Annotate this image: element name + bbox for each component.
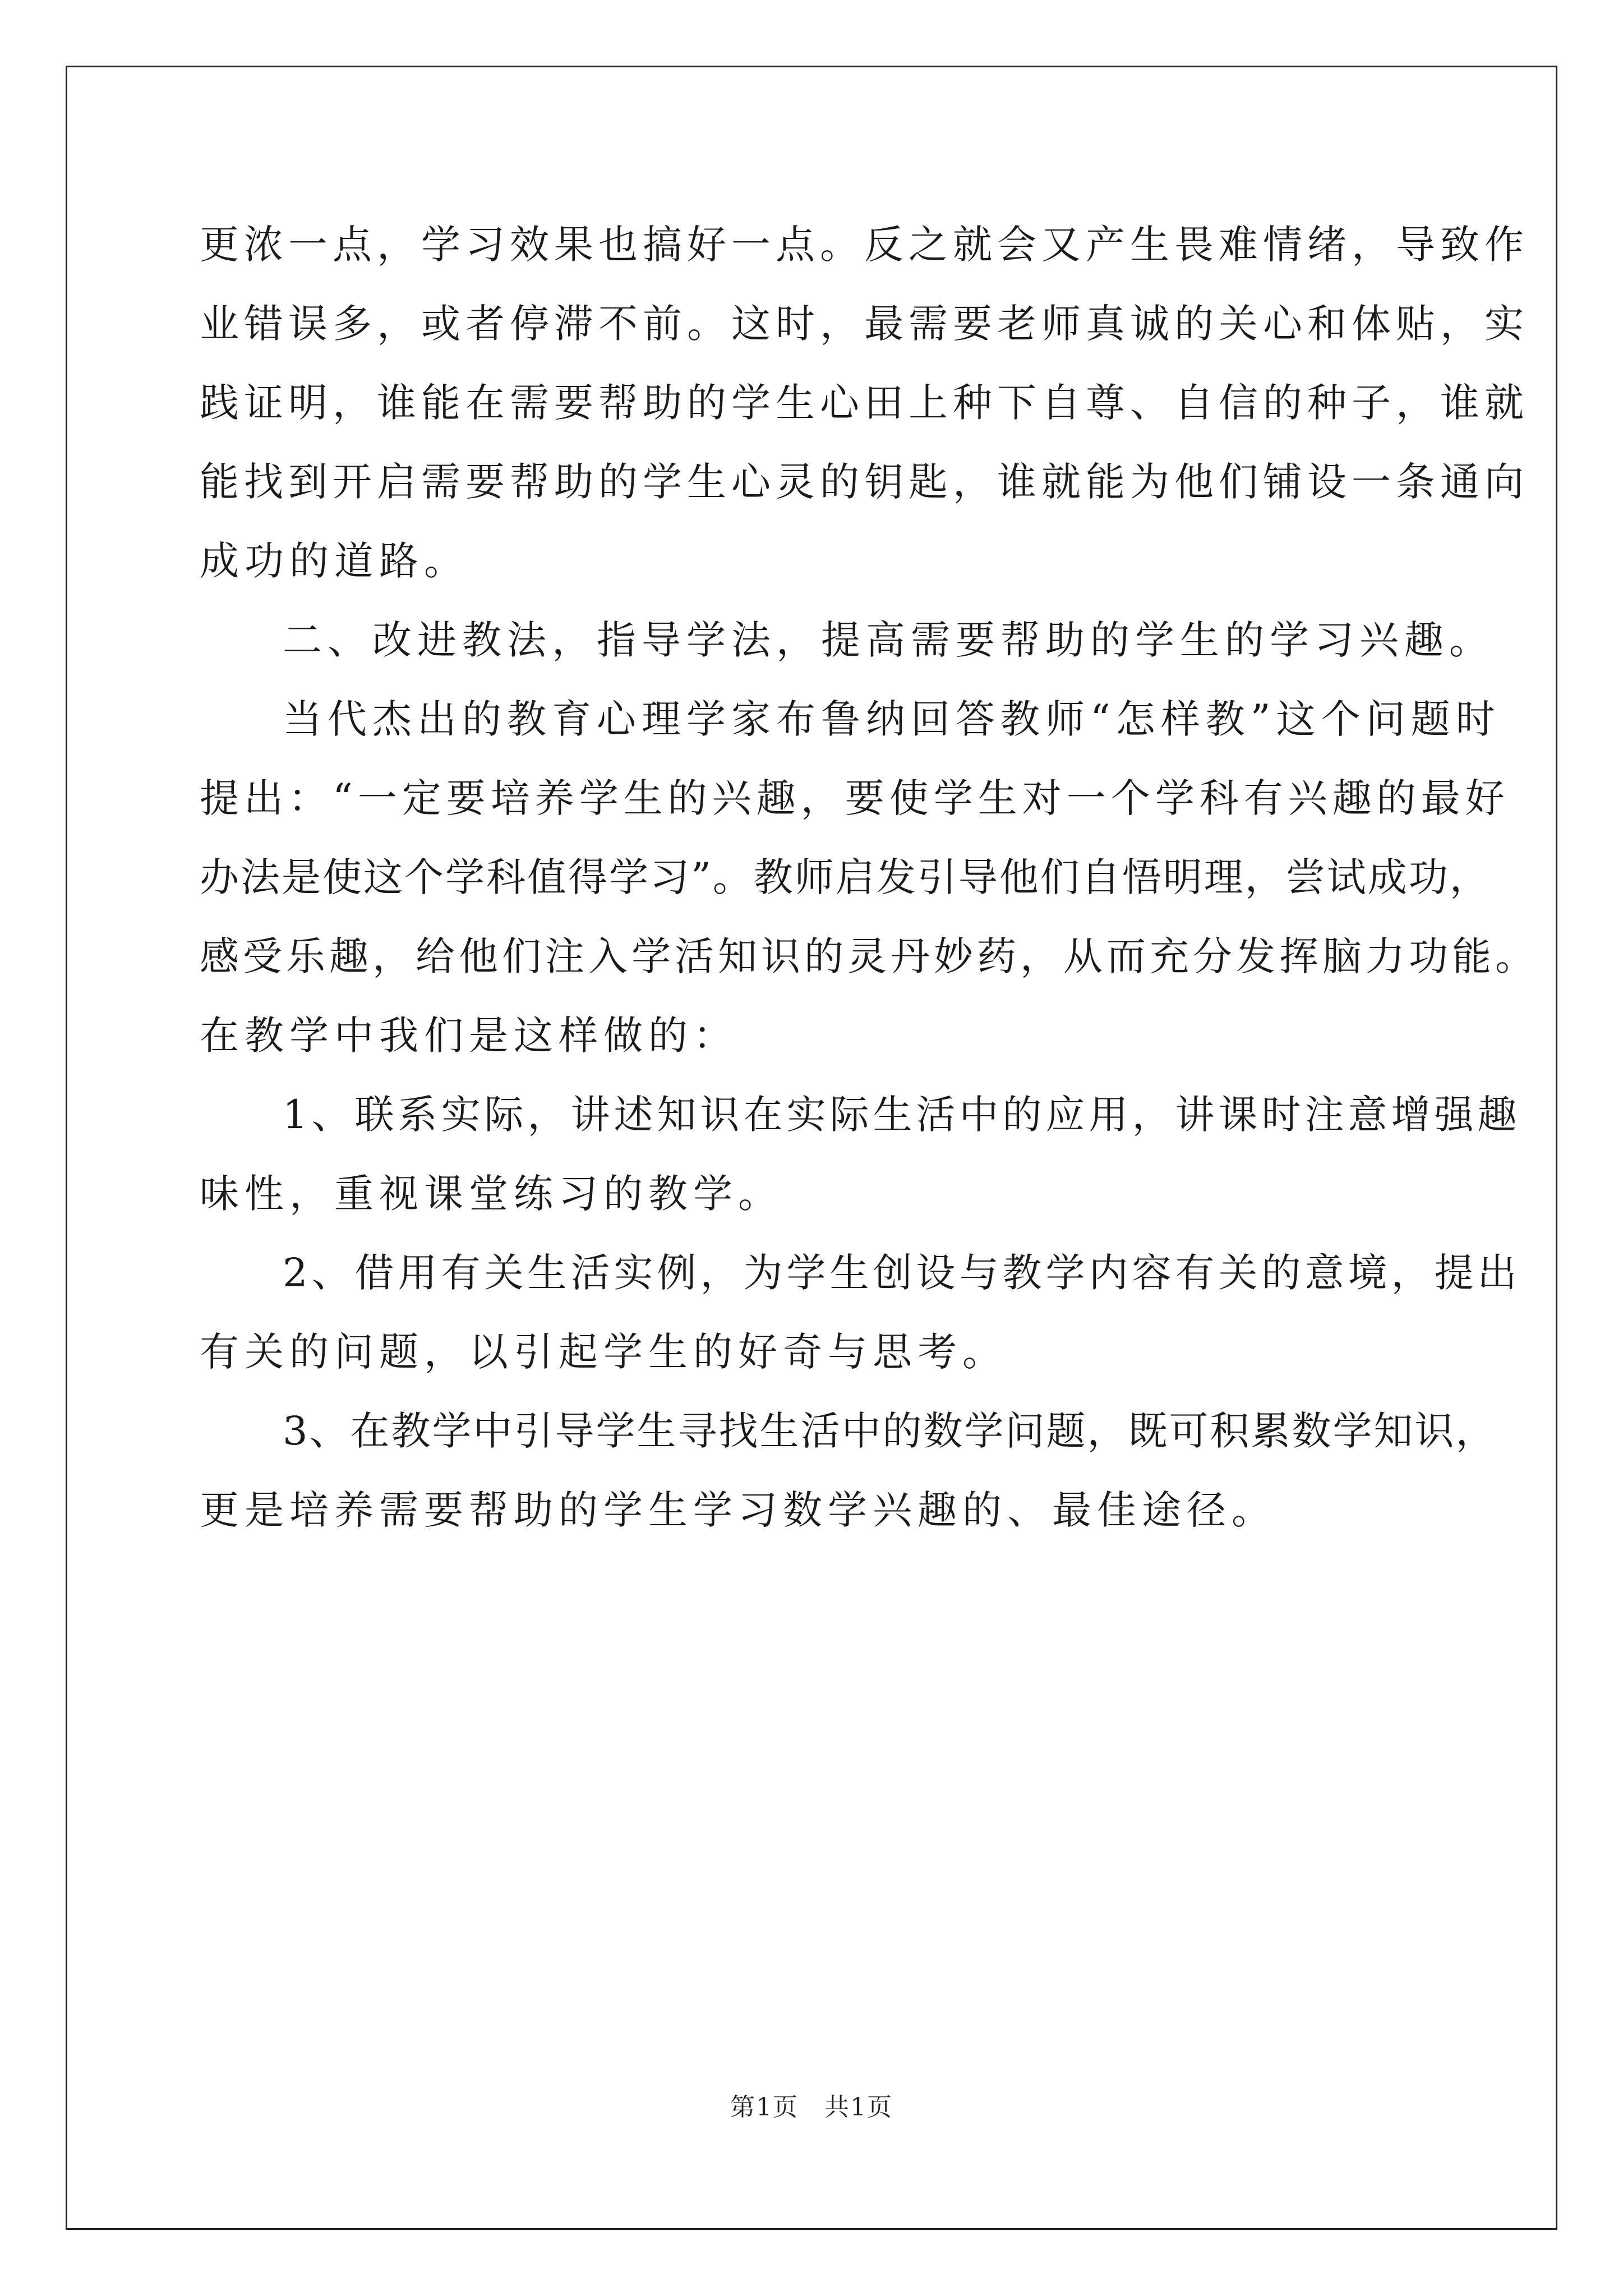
text-line: 味性，重视课堂练习的教学。	[200, 1171, 783, 1217]
page-number-footer: 第1页 共1页	[730, 2093, 893, 2122]
text-line: 践证明，谁能在需要帮助的学生心田上种下自尊、自信的种子，谁就	[200, 380, 1529, 426]
text-line: 当代杰出的教育心理学家布鲁纳回答教师“怎样教”这个问题时	[283, 696, 1501, 742]
text-line: 办法是使这个学科值得学习”。教师启发引导他们自悟明理，尝试成功，	[200, 854, 1491, 900]
text-line: 成功的道路。	[200, 538, 469, 584]
list-item: 1、联系实际，讲述知识在实际生活中的应用，讲课时注意增强趣	[283, 1092, 1521, 1138]
list-item: 2、借用有关生活实例，为学生创设与教学内容有关的意境，提出	[283, 1250, 1521, 1296]
text-line: 在教学中我们是这样做的：	[200, 1013, 738, 1059]
text-line: 能找到开启需要帮助的学生心灵的钥匙，谁就能为他们铺设一条通向	[200, 459, 1529, 505]
text-line: 感受乐趣，给他们注入学活知识的灵丹妙药，从而充分发挥脑力功能。	[200, 933, 1538, 979]
document-body	[200, 205, 1538, 1550]
text-line: 更是培养需要帮助的学生学习数学兴趣的、最佳途径。	[200, 1487, 1276, 1533]
text-line: 提出：“一定要培养学生的兴趣，要使学生对一个学科有兴趣的最好	[200, 775, 1510, 821]
list-item: 3、在教学中引导学生寻找生活中的数学问题，既可积累数学知识，	[283, 1408, 1497, 1454]
text-line: 有关的问题，以引起学生的好奇与思考。	[200, 1329, 1007, 1375]
section-heading: 二、改进教法，指导学法，提高需要帮助的学生的学习兴趣。	[283, 617, 1494, 663]
text-line: 业错误多，或者停滞不前。这时，最需要老师真诚的关心和体贴，实	[200, 301, 1529, 347]
text-line: 更浓一点，学习效果也搞好一点。反之就会又产生畏难情绪，导致作	[200, 222, 1529, 268]
